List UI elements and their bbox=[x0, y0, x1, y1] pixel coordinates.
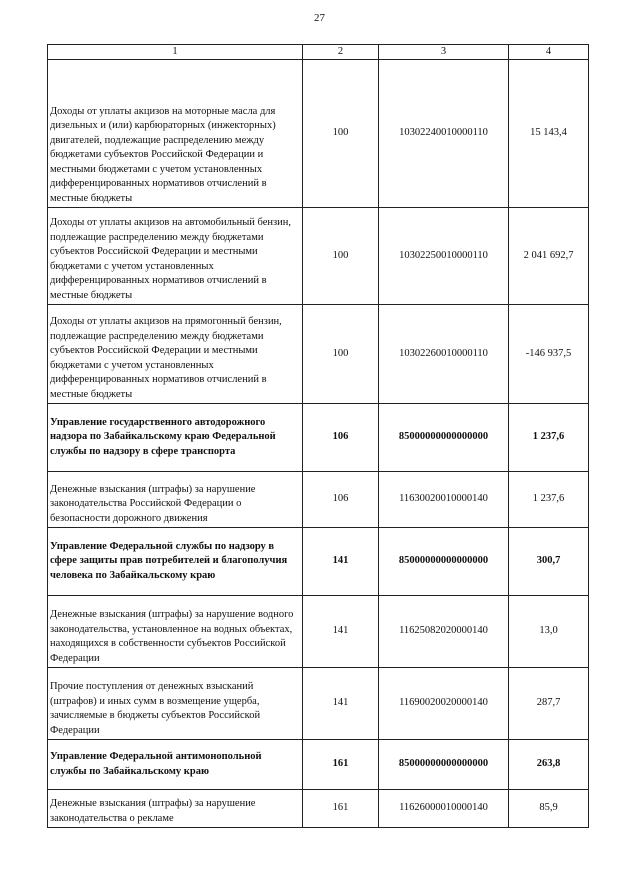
budget-code-cell: 10302260010000110 bbox=[379, 305, 509, 404]
table-row bbox=[48, 305, 589, 404]
budget-code-cell: 10302250010000110 bbox=[379, 208, 509, 305]
table-row bbox=[48, 790, 589, 828]
header-col-4: 4 bbox=[509, 45, 589, 60]
budget-code-cell: 85000000000000000 bbox=[379, 528, 509, 596]
amount-cell: 263,8 bbox=[509, 740, 589, 790]
page-number: 27 bbox=[314, 12, 325, 24]
revenue-table bbox=[47, 44, 589, 828]
admin-code-cell: 106 bbox=[303, 404, 379, 472]
revenue-name-cell: Денежные взыскания (штрафы) за нарушение законодательства Российской Федерации о безопасности дорожного движения bbox=[48, 472, 303, 528]
amount-cell: 15 143,4 bbox=[509, 60, 589, 208]
header-col-1: 1 bbox=[48, 45, 303, 60]
amount-cell: 300,7 bbox=[509, 528, 589, 596]
revenue-name-cell: Доходы от уплаты акцизов на моторные масла для дизельных и (или) карбюраторных (инжекторных) двигателей, подлежащие распределению между бюджетами субъектов Российской Федерации и местными бюджетами с учетом установленных дифференцированных нормативов отчислений в местные бюджеты bbox=[48, 60, 303, 208]
amount-cell: 287,7 bbox=[509, 668, 589, 740]
amount-cell: 2 041 692,7 bbox=[509, 208, 589, 305]
amount-cell: 1 237,6 bbox=[509, 472, 589, 528]
admin-code-cell: 141 bbox=[303, 596, 379, 668]
budget-code-cell: 85000000000000000 bbox=[379, 740, 509, 790]
budget-code-cell: 11625082020000140 bbox=[379, 596, 509, 668]
table-row-department bbox=[48, 528, 589, 596]
admin-code-cell: 106 bbox=[303, 472, 379, 528]
admin-code-cell: 100 bbox=[303, 208, 379, 305]
amount-cell: 85,9 bbox=[509, 790, 589, 828]
admin-code-cell: 141 bbox=[303, 528, 379, 596]
table-row bbox=[48, 668, 589, 740]
header-col-2: 2 bbox=[303, 45, 379, 60]
table-row bbox=[48, 60, 589, 208]
header-col-3: 3 bbox=[379, 45, 509, 60]
department-name-cell: Управление Федеральной антимонопольной службы по Забайкальскому краю bbox=[48, 740, 303, 790]
budget-code-cell: 11630020010000140 bbox=[379, 472, 509, 528]
table-row bbox=[48, 596, 589, 668]
table-row bbox=[48, 472, 589, 528]
table-row bbox=[48, 208, 589, 305]
amount-cell: -146 937,5 bbox=[509, 305, 589, 404]
revenue-name-cell: Доходы от уплаты акцизов на прямогонный бензин, подлежащие распределению между бюджетами субъектов Российской Федерации и местными бюджетами с учетом установленных дифференцированных нормативов отчислений в местные бюджеты bbox=[48, 305, 303, 404]
budget-code-cell: 11626000010000140 bbox=[379, 790, 509, 828]
department-name-cell: Управление Федеральной службы по надзору в сфере защиты прав потребителей и благополучия человека по Забайкальскому краю bbox=[48, 528, 303, 596]
table-row-department bbox=[48, 740, 589, 790]
revenue-name-cell: Доходы от уплаты акцизов на автомобильный бензин, подлежащие распределению между бюджетами субъектов Российской Федерации и местными бюджетами с учетом установленных дифференцированных нормативов отчислений в местные бюджеты bbox=[48, 208, 303, 305]
admin-code-cell: 161 bbox=[303, 790, 379, 828]
revenue-name-cell: Прочие поступления от денежных взысканий (штрафов) и иных сумм в возмещение ущерба, зачисляемые в бюджеты субъектов Российской Федерации bbox=[48, 668, 303, 740]
amount-cell: 13,0 bbox=[509, 596, 589, 668]
revenue-name-cell: Денежные взыскания (штрафы) за нарушение водного законодательства, установленное на водных объектах, находящихся в собственности субъектов Российской Федерации bbox=[48, 596, 303, 668]
budget-code-cell: 85000000000000000 bbox=[379, 404, 509, 472]
admin-code-cell: 100 bbox=[303, 60, 379, 208]
table-header-row bbox=[48, 45, 589, 60]
table-row-department bbox=[48, 404, 589, 472]
revenue-name-cell: Денежные взыскания (штрафы) за нарушение законодательства о рекламе bbox=[48, 790, 303, 828]
admin-code-cell: 141 bbox=[303, 668, 379, 740]
admin-code-cell: 100 bbox=[303, 305, 379, 404]
budget-code-cell: 11690020020000140 bbox=[379, 668, 509, 740]
admin-code-cell: 161 bbox=[303, 740, 379, 790]
department-name-cell: Управление государственного автодорожного надзора по Забайкальскому краю Федеральной службы по надзору в сфере транспорта bbox=[48, 404, 303, 472]
amount-cell: 1 237,6 bbox=[509, 404, 589, 472]
budget-code-cell: 10302240010000110 bbox=[379, 60, 509, 208]
